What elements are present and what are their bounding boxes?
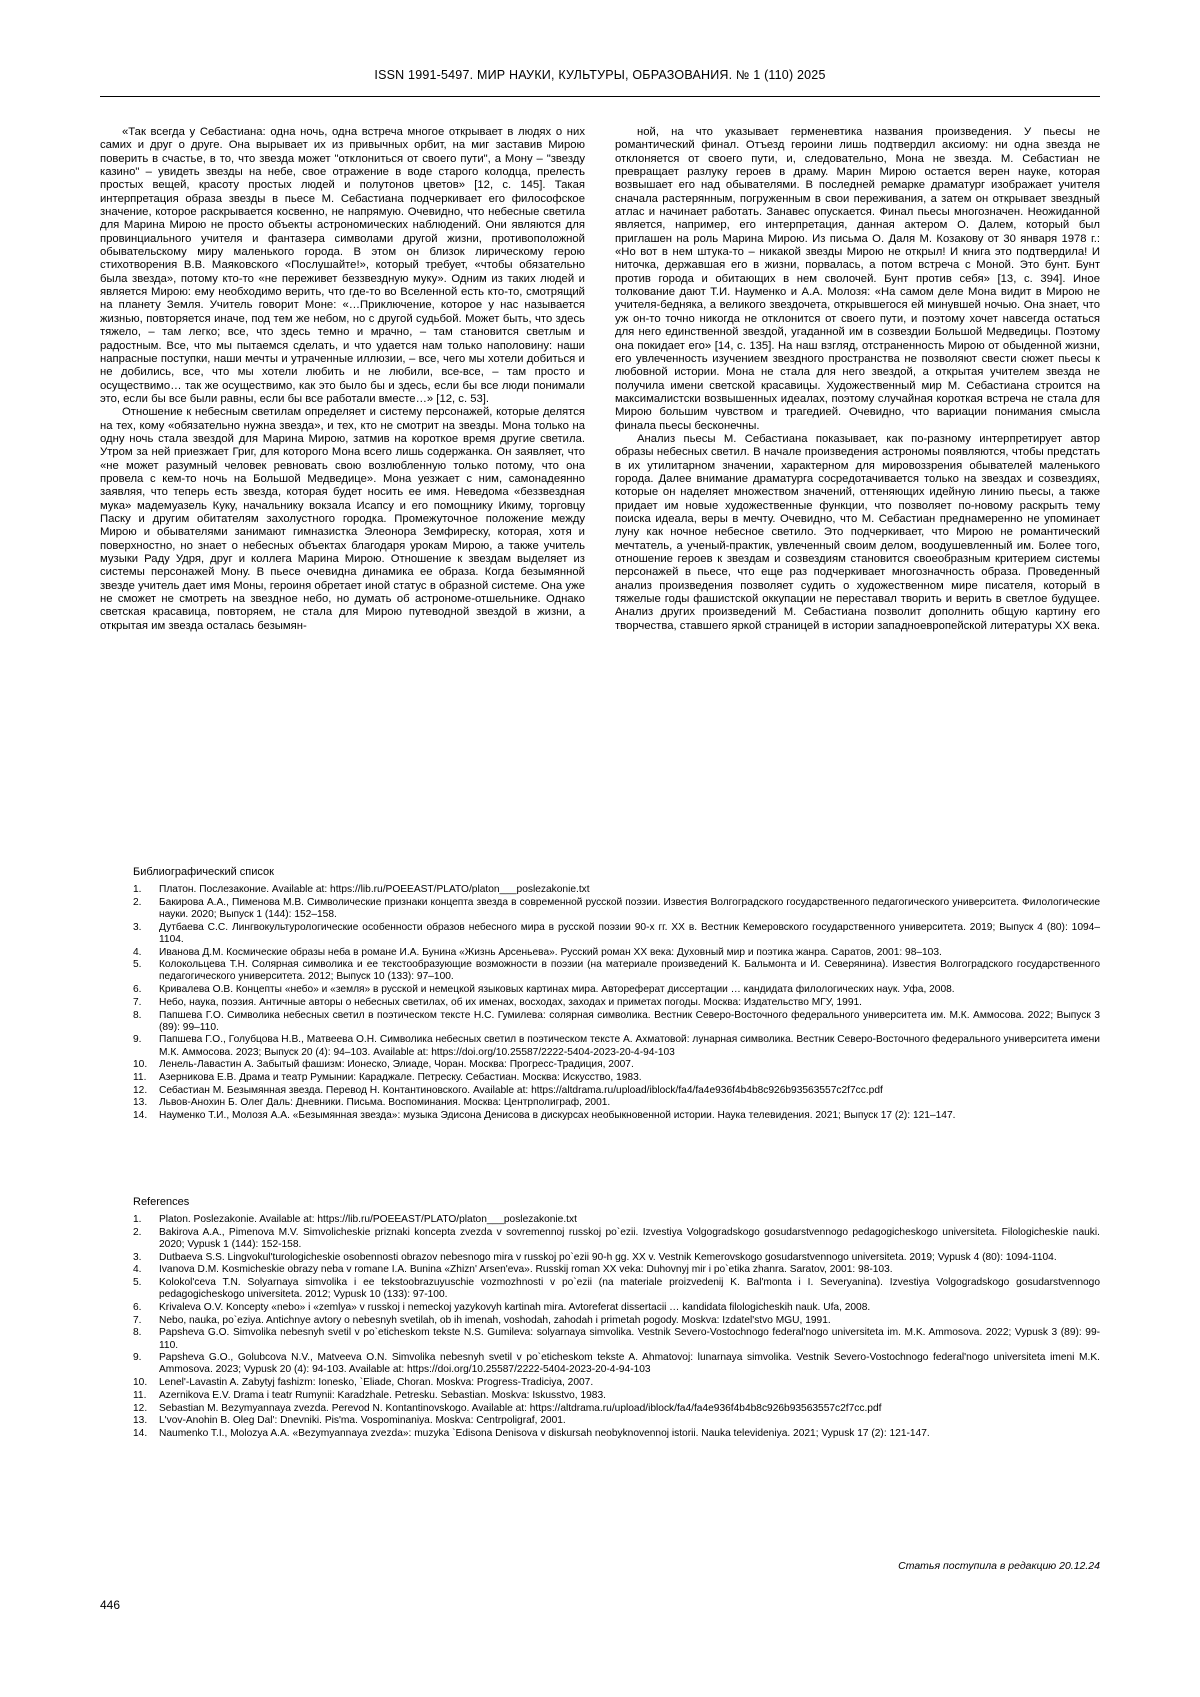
paragraph: «Так всегда у Себастиана: одна ночь, одна встреча многое открывает в людях о них самих и друг о друге. Она вырывает их из привычных орбит, на миг заставив Мирою поверить в счастье, в то, что звезда может "отклониться от своего пути", а Мону – "звезду казино" – увидеть звезды на небе, свое отражение в воде старого колодца, прелесть простых вещей, красоту простых людей и полутонов цветов» [12, с. 145]. Такая интерпретация образа звезды в пьесе М. Себастиана подчеркивает его философское значение, которое раскрывается косвенно, не напрямую. Очевидно, что небесные светила для Марина Мирою не просто объекты астрономических наблюдений. Они являются для провинциального учителя и фантазера символами другой жизни, противоположной обывательскому миру маленького города. В этом он близок лирическому герою стихотворения В.В. Маяковского «Послушайте!», который требует, «чтобы обязательно была звезда», потому кто-то «не переживет беззвездную муку». Одним из таких людей и является Мирою: ему необходимо верить, что где-то во Вселенной есть кто-то, смотрящий на планету Земля. Учитель говорит Моне: «…Приключение, которое у нас называется жизнью, повторяется иначе, под тем же небом, но с другой судьбой. Может быть, что здесь тяжело, – там легко; все, что здесь темно и мрачно, – там становится светлым и радостным. Все, что мы пытаемся сделать, и что удается нам только наполовину: наши напрасные поступки, наши мечты и утраченные иллюзии, – все, чего мы хотели добиться и не добились, все, что мы хотели любить и не любили, все-все, – там просто и осуществимо… так же осуществимо, как это было бы и здесь, если бы все люди понимали это, если бы все были равны, если бы все работали вместе…» [12, с. 53]. [100, 126, 585, 405]
ref-text: Небо, наука, поэзия. Античные авторы о небесных светилах, об их именах, восходах, заходах и приметах погоды. Москва: Издательство МГУ, 1991. [159, 996, 862, 1008]
bibliography-item [133, 997, 1100, 1009]
ref-text: Nebo, nauka, po`eziya. Antichnye avtory o nebesnyh svetilah, ob ih imenah, voshodah, zahodah i primetah pogody. Moskva: Izdatel'stvo MGU, 1991. [159, 1314, 831, 1326]
ref-text: Kolokol'ceva T.N. Solyarnaya simvolika i ee tekstoobrazuyuschie vozmozhnosti v po`ezii (na materiale proizvedenij K. Bal'monta i I. Severyanina). Izvestiya Volgogradskogo gosudarstvennogo pedagogicheskogo universiteta. 2012; Vypusk 10 (133): 97-100. [159, 1277, 1100, 1301]
ref-text: Bakirova A.A., Pimenova M.V. Simvolicheskie priznaki koncepta zvezda v sovremennoj russkoj po`ezii. Izvestiya Volgogradskogo gosudarstvennogo pedagogicheskogo universiteta. Filologicheskie nauki. 2020; Vypusk 1 (144): 152-158. [159, 1226, 1100, 1250]
paragraph: Анализ пьесы М. Себастиана показывает, как по-разному интерпретирует автор образы небесных светил. В начале произведения астрономы появляются, чтобы предстать в их утилитарном значении, характерном для мировоззрения обывателей маленького города. Далее внимание драматурга сосредотачивается только на звездах и созвездиях, которые он наделяет множеством значений, оттеняющих идейную линию пьесы, а также придает им новые художественные функции, что позволяет по-новому раскрыть тему поиска идеала, веры в мечту. Очевидно, что М. Себастиан преднамеренно не упоминает луну как ночное небесное светило. Это подчеркивает, что Мирою не романтический мечтатель, а ученый-практик, увлеченный своим делом, воодушевленный им. Более того, отношение героев к звездам и созвездиям становится своеобразным критерием системы персонажей в пьесе, что еще раз подчеркивает многозначность образа. Проведенный анализ произведения позволяет судить о художественном мире писателя, который в тяжелые годы фашистской оккупации не переставал творить и верить в светлое будущее. Анализ других произведений М. Себастиана позволит дополнить общую картину его творчества, ставшего яркой страницей в истории западноевропейской литературы XX века. [615, 432, 1100, 632]
ref-number: 11. [133, 1072, 147, 1084]
ref-number: 2. [133, 1226, 142, 1238]
bibliography-item [133, 1072, 1100, 1084]
left-column [100, 126, 585, 633]
header-divider [100, 96, 1100, 97]
ref-number: 7. [133, 996, 142, 1008]
bibliography-item [133, 1034, 1100, 1058]
bibliography-section [133, 866, 1100, 1123]
reference-item [133, 1302, 1100, 1314]
ref-text: Львов-Анохин Б. Олег Даль: Дневники. Письма. Воспоминания. Москва: Центрполиграф, 2001. [159, 1097, 611, 1109]
ref-text: Бакирова А.А., Пименова М.В. Символические признаки концепта звезда в современной русской поэзии. Известия Волгоградского государственного педагогического университета. Филологические науки. 2020; Выпуск 1 (144): 152–158. [159, 896, 1100, 920]
references-section [133, 1196, 1100, 1441]
ref-number: 13. [133, 1097, 148, 1109]
reference-item [133, 1227, 1100, 1251]
ref-number: 10. [133, 1377, 148, 1389]
ref-number: 6. [133, 984, 142, 996]
ref-number: 6. [133, 1301, 142, 1313]
ref-text: Папшева Г.О. Символика небесных светил в поэтическом тексте Н.С. Гумилева: солярная символика. Вестник Северо-Восточного федерального университета им. М.К. Аммосова. 2022; Выпуск 3 (89): 99–110. [159, 1009, 1100, 1033]
ref-number: 1. [133, 1214, 142, 1225]
bibliography-item [133, 984, 1100, 996]
ref-text: Папшева Г.О., Голубцова Н.В., Матвеева О.Н. Символика небесных светил в поэтическом тексте А. Ахматовой: лунарная символика. Вестник Северо-Восточного федерального университета имени М.К. Аммосова. 2023; Выпуск 20 (4): 94–103. Available at: https://doi.org/10.25587/2222-5404-2023-20-4-94-103 [159, 1034, 1100, 1058]
body-columns [100, 126, 1100, 633]
references-list [133, 1214, 1100, 1440]
bibliography-item [133, 959, 1100, 983]
running-head: ISSN 1991-5497. МИР НАУКИ, КУЛЬТУРЫ, ОБРАЗОВАНИЯ. № 1 (110) 2025 [374, 68, 826, 82]
ref-text: Krivaleva O.V. Koncepty «nebo» i «zemlya» v russkoj i nemeckoj yazykovyh kartinah mira. Avtoreferat dissertacii … kandidata filologicheskih nauk. Ufa, 2008. [159, 1301, 871, 1313]
paragraph: Отношение к небесным светилам определяет и систему персонажей, которые делятся на тех, кому «обязательно нужна звезда», и тех, кто не смотрит на звезды. Мона только на одну ночь стала звездой для Марина Мирою, затмив на короткое время другие светила. Утром за ней приезжает Григ, для которого Мона всего лишь содержанка. Он заявляет, что «не может разумный человек ревновать свою возлюбленную только потому, что она провела с кем-то ночь на Большой Медведице». Мона уезжает с ним, самонадеянно заявляя, что теперь есть звезда, которая будет носить ее имя. Неведома «беззвездная мука» мадемуазель Куку, начальнику вокзала Исапсу и его помощнику Икиму, торговцу Паску и другим обитателям захолустного городка. Промежуточное положение между Мирою и обывателями занимают гимназистка Элеонора Земфиреску, которая, хотя и поверхностно, но знает о небесных объектах благодаря урокам Мирою, а также учитель музыки Раду Удря, друг и коллега Марина Мирою. Отношение к звездам выделяет из системы персонажей Мону. В пьесе очевидна динамика ее образа. Когда безымянной звезде учитель дает имя Моны, героиня обретает иной статус в образной системе. Она уже не сможет не смотреть на звездное небо, но думать об астрономе-отшельнике. Однако светская красавица, повторяем, не стала для Мирою путеводной звездой в жизни, а открытая им звезда осталась безымян- [100, 406, 585, 632]
ref-number: 5. [133, 1277, 142, 1289]
ref-number: 12. [133, 1402, 148, 1414]
ref-number: 10. [133, 1059, 148, 1071]
ref-text: Platon. Poslezakonie. Available at: https://lib.ru/POEEAST/PLATO/platon___poslezakonie.txt [159, 1214, 577, 1225]
ref-number: 1. [133, 884, 142, 895]
bibliography-item [133, 897, 1100, 921]
ref-number: 4. [133, 946, 142, 958]
reference-item [133, 1315, 1100, 1327]
ref-text: Дутбаева С.С. Лингвокультурологические особенности образов небесного мира в русской поэзии 90-х гг. XX в. Вестник Кемеровского государственного университета. 2019; Выпуск 4 (80): 1094–1104. [159, 921, 1100, 945]
ref-number: 4. [133, 1264, 142, 1276]
ref-number: 5. [133, 959, 142, 971]
reference-item [133, 1403, 1100, 1415]
page-number: 446 [100, 1598, 121, 1612]
reference-item [133, 1415, 1100, 1427]
paragraph: ной, на что указывает герменевтика названия произведения. У пьесы не романтический финал. Отъезд героини лишь подтвердил аксиому: ни одна звезда не отклоняется от своего пути, и, следовательно, Мона не звезда. М. Себастиан не превращает разлуку героев в драму. Марин Мирою остается верен науке, которая возвышает его над обывателями. В последней ремарке драматург изображает учителя сначала растерянным, погруженным в свои переживания, а затем он открывает звездный атлас и начинает работать. Занавес опускается. Финал пьесы многозначен. Неожиданной является, например, его интерпретация, данная актером О. Далем, который был приглашен на роль Марина Мирою. Из письма О. Даля М. Козакову от 30 января 1978 г.: «Но вот в нем штука-то – никакой звезды Мирою не открыл! И книга это подтвердила! И ниточка, державшая его в жизни, порвалась, а потом встреча с Моной. Это бунт. Бунт против города и обитающих в нем сволочей. Бунт против себя» [13, с. 394]. Иное толкование дают Т.И. Науменко и А.А. Молозя: «На самом деле Мона видит в Мирою не учителя-бедняка, а великого звездочета, открывшегося ей минувшей ночью. Она знает, что уж он-то точно никогда не отклонится от своего пути, и поэтому хочет навсегда остаться для него единственной звездой, угаданной им в созвездии Большой Медведицы. Поэтому она покидает его» [14, с. 135]. На наш взгляд, отстраненность Мирою от обыденной жизни, его увлеченность изучением звездного пространства не позволяют свести сюжет пьесы к любовной истории. Мона не стала для него звездой, а открытая учителем звезда не получила имени светской красавицы. Художественный мир М. Себастиана строится на максималистски возвышенных идеалах, поэтому случайная короткая встреча не стала для Мирою большим чувством и трагедией. Очевидно, что вариации понимания смысла финала пьесы бесконечны. [615, 126, 1100, 432]
ref-number: 7. [133, 1314, 142, 1326]
ref-text: Papsheva G.O., Golubcova N.V., Matveeva O.N. Simvolika nebesnyh svetil v po`eticheskom tekste A. Ahmatovoj: lunarnaya simvolika. Vestnik Severo-Vostochnogo federal'nogo universiteta imeni M.K. Ammosova. 2023; Vypusk 20 (4): 94-103. Available at: https://doi.org/10.25587/2222-5404-2023-20-4-94-103 [159, 1352, 1100, 1376]
ref-number: 11. [133, 1389, 147, 1401]
ref-text: Азерникова Е.В. Драма и театр Румынии: Караджале. Петреску. Себастиан. Москва: Искусство, 1983. [159, 1072, 642, 1084]
bibliography-item [133, 1059, 1100, 1071]
reference-item [133, 1327, 1100, 1351]
bibliography-item [133, 1097, 1100, 1109]
ref-number: 9. [133, 1034, 142, 1046]
bibliography-item [133, 1010, 1100, 1034]
ref-text: Naumenko T.I., Molozya A.A. «Bezymyannaya zvezda»: muzyka `Edisona Denisova v diskursah neobyknovennoj istorii. Nauka televideniya. 2021; Vypusk 17 (2): 121-147. [159, 1427, 930, 1439]
ref-text: Науменко Т.И., Молозя А.А. «Безымянная звезда»: музыка Эдисона Денисова в дискурсах необыкновенной истории. Наука телевидения. 2021; Выпуск 17 (2): 121–147. [159, 1110, 956, 1122]
ref-text: L'vov-Anohin B. Oleg Dal': Dnevniki. Pis'ma. Vospominaniya. Moskva: Centrpoligraf, 2001. [159, 1415, 566, 1427]
ref-text: Dutbaeva S.S. Lingvokul'turologicheskie osobennosti obrazov nebesnogo mira v russkoj po`ezii 90-h gg. XX v. Vestnik Kemerovskogo gosudarstvennogo universiteta. 2019; Vypusk 4 (80): 1094-1104. [159, 1251, 1057, 1263]
bibliography-list [133, 884, 1100, 1122]
reference-item [133, 1352, 1100, 1376]
reference-item [133, 1428, 1100, 1440]
ref-text: Платон. Послезаконие. Available at: https://lib.ru/POEEAST/PLATO/platon___poslezakonie.txt [159, 884, 590, 895]
ref-text: Lenel'-Lavastin A. Zabytyj fashizm: Ionesko, `Eliade, Choran. Moskva: Progress-Tradiciya, 2007. [159, 1377, 594, 1389]
ref-text: Ленель-Лавастин А. Забытый фашизм: Ионеско, Элиаде, Чоран. Москва: Прогресс-Традиция, 2007. [159, 1059, 634, 1071]
ref-text: Ivanova D.M. Kosmicheskie obrazy neba v romane I.A. Bunina «Zhizn' Arsen'eva». Russkij roman XX veka: Duhovnyj mir i po`etika zhanra. Saratov, 2001: 98-103. [159, 1264, 893, 1276]
references-title: References [133, 1196, 190, 1208]
ref-text: Azernikova E.V. Drama i teatr Rumynii: Karadzhale. Petresku. Sebastian. Moskva: Iskusstvo, 1983. [159, 1389, 606, 1401]
reference-item [133, 1264, 1100, 1276]
ref-number: 3. [133, 1251, 142, 1263]
reference-item [133, 1390, 1100, 1402]
submission-note: Статья поступила в редакцию 20.12.24 [898, 1560, 1100, 1572]
ref-text: Себастиан М. Безымянная звезда. Перевод Н. Контантиновского. Available at: https://altdrama.ru/upload/iblock/fa4/fa4e936f4b4b8c926b93563557c2f7cc.pdf [159, 1084, 883, 1096]
ref-text: Кривалева О.В. Концепты «небо» и «земля» в русской и немецкой языковых картинах мира. Автореферат диссертации … кандидата филологических наук. Уфа, 2008. [159, 984, 955, 996]
bibliography-item [133, 947, 1100, 959]
ref-number: 9. [133, 1352, 142, 1364]
bibliography-item [133, 1085, 1100, 1097]
bibliography-item [133, 1110, 1100, 1122]
ref-text: Колокольцева Т.Н. Солярная символика и ее текстообразующие возможности в поэзии (на материале произведений К. Бальмонта и И. Северянина). Известия Волгоградского государственного педагогического университета. 2012; Выпуск 10 (133): 97–100. [159, 959, 1100, 983]
reference-item [133, 1214, 1100, 1226]
ref-number: 8. [133, 1009, 142, 1021]
ref-number: 12. [133, 1084, 148, 1096]
ref-number: 2. [133, 896, 142, 908]
ref-number: 8. [133, 1327, 142, 1339]
ref-text: Sebastian M. Bezymyannaya zvezda. Perevod N. Kontantinovskogo. Available at: https://altdrama.ru/upload/iblock/fa4/fa4e936f4b4b8c926b93563557c2f7cc.pdf [159, 1402, 882, 1414]
ref-number: 14. [133, 1427, 148, 1439]
reference-item [133, 1377, 1100, 1389]
bibliography-title: Библиографический список [133, 866, 274, 878]
ref-number: 14. [133, 1110, 148, 1122]
reference-item [133, 1252, 1100, 1264]
bibliography-item [133, 884, 1100, 896]
bibliography-item [133, 922, 1100, 946]
reference-item [133, 1277, 1100, 1301]
ref-text: Papsheva G.O. Simvolika nebesnyh svetil v po`eticheskom tekste N.S. Gumileva: solyarnaya simvolika. Vestnik Severo-Vostochnogo federal'nogo universiteta im. M.K. Ammosova. 2022; Vypusk 3 (89): 99-110. [159, 1327, 1100, 1351]
right-column [615, 126, 1100, 633]
ref-number: 13. [133, 1415, 148, 1427]
ref-number: 3. [133, 921, 142, 933]
ref-text: Иванова Д.М. Космические образы неба в романе И.А. Бунина «Жизнь Арсеньева». Русский роман XX века: Духовный мир и поэтика жанра. Саратов, 2001: 98–103. [159, 946, 942, 958]
